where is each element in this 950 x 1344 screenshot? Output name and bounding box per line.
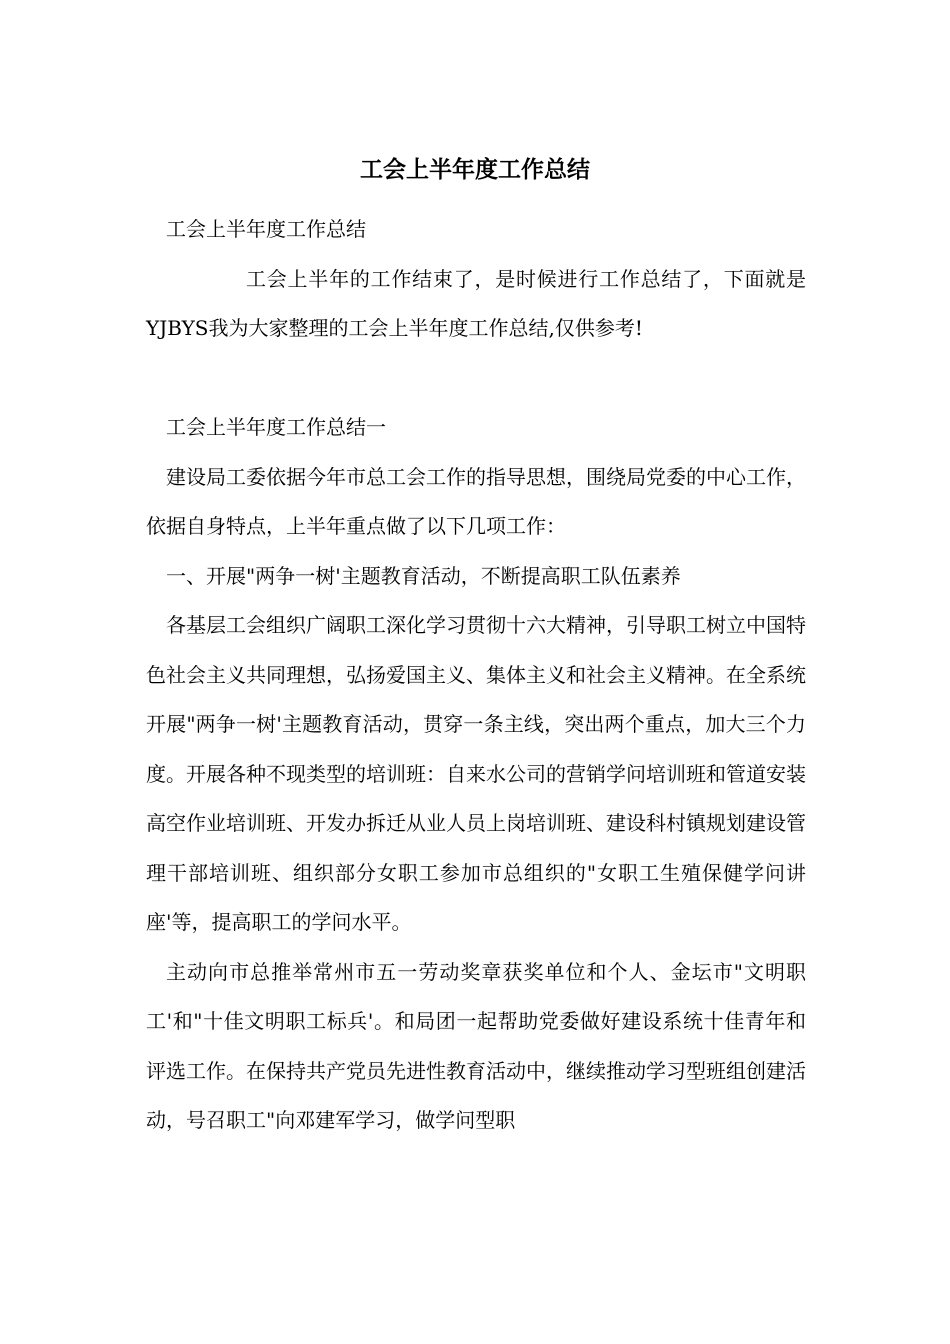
subtitle-paragraph: 工会上半年度工作总结 <box>166 217 366 241</box>
document-body <box>146 205 806 1146</box>
body-paragraph: 主动向市总推举常州市五一劳动奖章获奖单位和个人、金坛市"文明职工'和"十佳文明职工标兵'。和局团一起帮助党委做好建设系统十佳青年和评选工作。在保持共产党员先进性教育活动中，继续推动学习型班组创建活动，号召职工"向邓建军学习，做学问型职 <box>146 959 806 1132</box>
section-heading: 工会上半年度工作总结一 <box>166 415 386 439</box>
intro-paragraph: 工会上半年的工作结束了，是时候进行工作总结了，下面就是YJBYS我为大家整理的工会上半年度工作总结,仅供参考! <box>146 266 806 340</box>
blank-line <box>146 354 806 404</box>
body-paragraph: 建设局工委依据今年市总工会工作的指导思想，围绕局党委的中心工作，依据自身特点，上半年重点做了以下几项工作： <box>146 464 806 538</box>
item-heading: 一、开展"两争一树'主题教育活动，不断提高职工队伍素养 <box>166 563 681 588</box>
body-paragraph: 各基层工会组织广阔职工深化学习贯彻十六大精神，引导职工树立中国特色社会主义共同理想，弘扬爱国主义、集体主义和社会主义精神。在全系统开展"两争一树'主题教育活动，贯穿一条主线，突出两个重点，加大三个力度。开展各种不现类型的培训班：自来水公司的营销学问培训班和管道安装高空作业培训班、开发办拆迁从业人员上岗培训班、建设科村镇规划建设管理干部培训班、组织部分女职工参加市总组织的"女职工生殖保健学问讲座'等，提高职工的学问水平。 <box>146 613 806 934</box>
document-title: 工会上半年度工作总结 <box>360 157 590 183</box>
